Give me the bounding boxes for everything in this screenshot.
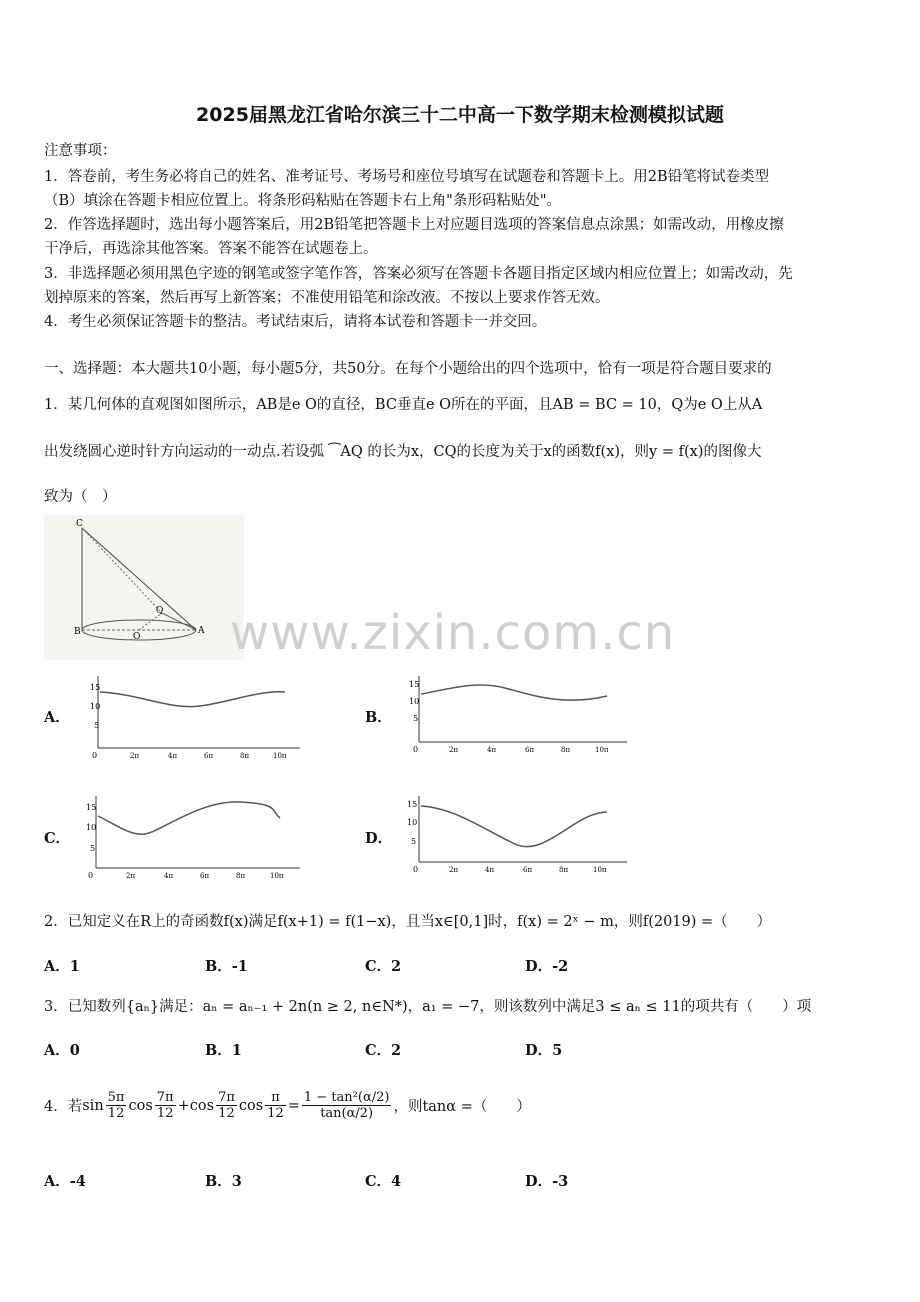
graph-a[interactable] (70, 670, 310, 770)
graph-a-x2pi: 2π (130, 752, 140, 760)
graph-a-y10: 10 (90, 702, 101, 711)
label-q: Q (156, 606, 164, 616)
graph-a-x4pi: 4π (168, 752, 178, 760)
graph-c-curve (98, 802, 280, 834)
label-c: C (76, 519, 83, 529)
graph-b-x10pi: 10π (595, 746, 609, 754)
q4-option-b[interactable]: B．3 (205, 1173, 242, 1190)
graph-d-x4pi: 4π (485, 866, 495, 874)
graph-d-axes (407, 796, 627, 874)
notice-line-1: 1．答卷前，考生务必将自己的姓名、准考证号、考场号和座位号填写在试题卷和答题卡上。用2B铅笔将试卷类型 (44, 169, 770, 185)
graph-d-x2pi: 2π (449, 866, 459, 874)
graph-d-y10: 10 (407, 818, 418, 827)
q1-line-2: 出发绕圆心逆时针方向运动的一动点.若设弧 ⁀AQ 的长为x，CQ的长度为关于x的函数f(x)，则y = f(x)的图像大 (44, 444, 762, 460)
graph-b[interactable] (395, 670, 635, 770)
graph-c-y15: 15 (86, 803, 97, 812)
graph-b-x0: 0 (413, 745, 419, 754)
q3-option-a[interactable]: A．0 (44, 1042, 80, 1059)
q4-frac-3: $\frac{7\pi}{12}$ (218, 1090, 235, 1121)
q4-cos-2: cos (189, 1097, 215, 1114)
graph-b-axes (409, 676, 627, 754)
section-heading: 一、选择题：本大题共10小题，每小题5分，共50分。在每个小题给出的四个选项中，恰有一项是符合题目要求的 (44, 361, 772, 377)
q1-option-d-label[interactable]: D． (365, 830, 393, 847)
page-title: 2025届黑龙江省哈尔滨三十二中高一下数学期末检测模拟试题 (196, 104, 724, 126)
q1-line-3: 致为（ ） (44, 489, 117, 505)
q1-option-c-label[interactable]: C． (44, 830, 71, 847)
graph-b-y5: 5 (413, 714, 419, 723)
graph-d-y15: 15 (407, 800, 418, 809)
q3-option-b[interactable]: B．1 (205, 1042, 242, 1059)
graph-b-x4pi: 4π (487, 746, 497, 754)
graph-a-x8pi: 8π (240, 752, 250, 760)
q2-option-c[interactable]: C．2 (365, 958, 402, 975)
graph-b-y10: 10 (409, 697, 420, 706)
graph-c-x4pi: 4π (164, 872, 174, 880)
q4-prefix: 4．若 (44, 1099, 83, 1115)
q4-eq: = (287, 1097, 300, 1114)
graph-b-x6pi: 6π (525, 746, 535, 754)
graph-d-curve (421, 806, 607, 847)
graph-c[interactable] (70, 790, 310, 890)
graph-c-x6pi: 6π (200, 872, 210, 880)
graph-a-y5: 5 (94, 721, 100, 730)
graph-d-x8pi: 8π (559, 866, 569, 874)
graph-d-x0: 0 (413, 865, 419, 874)
label-o: O (133, 632, 141, 642)
label-b: B (74, 627, 81, 637)
graph-b-curve (421, 685, 607, 700)
graph-c-x0: 0 (88, 871, 94, 880)
q4-cos-1: cos (128, 1097, 153, 1114)
graph-b-x2pi: 2π (449, 746, 459, 754)
q4-frac-2: $\frac{7\pi}{12}$ (156, 1090, 174, 1121)
notice-line-2: （B）填涂在答题卡相应位置上。将条形码粘贴在答题卡右上角"条形码粘贴处"。 (44, 193, 561, 209)
q4-rhs: $\frac{\text{1 − tan²(α/2)}}{\tan(\alpha/2)}$ (303, 1090, 390, 1121)
graph-c-y5: 5 (90, 844, 96, 853)
q2-text: 2．已知定义在R上的奇函数f(x)满足f(x+1) = f(1−x)，且当x∈[0,1]时，f(x) = 2ˣ − m，则f(2019) =（ ） (44, 914, 772, 930)
notice-line-7: 4．考生必须保证答题卡的整洁。考试结束后，请将本试卷和答题卡一并交回。 (44, 314, 547, 330)
graph-a-curve (100, 692, 285, 707)
graph-d[interactable] (395, 790, 635, 890)
q4-sin: sin (82, 1097, 104, 1114)
q3-option-d[interactable]: D．5 (525, 1042, 563, 1059)
q1-option-b-label[interactable]: B． (365, 709, 392, 726)
graph-d-x6pi: 6π (523, 866, 533, 874)
watermark: www.zixin.com.cn (230, 605, 676, 661)
graph-c-x8pi: 8π (236, 872, 246, 880)
q4-frac-4: $\frac{\pi}{12}$ (267, 1090, 284, 1121)
graph-a-x0: 0 (92, 751, 98, 760)
q4-option-d[interactable]: D．-3 (525, 1173, 569, 1190)
graph-a-axes (90, 676, 300, 760)
q1-solid-figure (44, 515, 244, 660)
q3-option-c[interactable]: C．2 (365, 1042, 402, 1059)
q2-option-a[interactable]: A．1 (44, 958, 80, 975)
q1-line-1: 1．某几何体的直观图如图所示，AB是e O的直径，BC垂直e O所在的平面，且AB = BC = 10，Q为e O上从A (44, 397, 763, 413)
q2-option-b[interactable]: B．-1 (205, 958, 248, 975)
notice-heading: 注意事项： (44, 143, 117, 159)
q4-option-a[interactable]: A．-4 (44, 1173, 86, 1190)
q1-option-a-label[interactable]: A． (44, 709, 70, 726)
graph-d-y5: 5 (411, 837, 417, 846)
graph-c-y10: 10 (86, 823, 97, 832)
q4-text (44, 1090, 531, 1121)
notice-line-3: 2．作答选择题时，选出每小题答案后，用2B铅笔把答题卡上对应题目选项的答案信息点涂黑；如需改动，用橡皮擦 (44, 217, 784, 233)
q4-option-c[interactable]: C．4 (365, 1173, 402, 1190)
notice-line-4: 干净后，再选涂其他答案。答案不能答在试题卷上。 (44, 241, 378, 257)
q4-suffix: ，则tanα =（ ） (393, 1099, 531, 1115)
q4-plus: + (177, 1097, 190, 1114)
graph-a-x10pi: 10π (273, 752, 287, 760)
graph-d-x10pi: 10π (593, 866, 607, 874)
graph-a-x6pi: 6π (204, 752, 214, 760)
q4-frac-1: $\frac{5\pi}{12}$ (107, 1090, 125, 1121)
q3-text: 3．已知数列{aₙ}满足：aₙ = aₙ₋₁ + 2n(n ≥ 2, n∈N*)，a₁ = −7，则该数列中满足3 ≤ aₙ ≤ 11的项共有（ ）项 (44, 999, 812, 1015)
q2-option-d[interactable]: D．-2 (525, 958, 569, 975)
graph-c-x10pi: 10π (270, 872, 284, 880)
q4-cos-3: cos (238, 1097, 264, 1114)
notice-line-6: 划掉原来的答案，然后再写上新答案；不准使用铅笔和涂改液。不按以上要求作答无效。 (44, 290, 610, 306)
graph-b-x8pi: 8π (561, 746, 571, 754)
label-a: A (198, 626, 205, 636)
graph-c-axes (86, 796, 300, 880)
graph-a-y15: 15 (90, 683, 101, 692)
graph-b-y15: 15 (409, 680, 420, 689)
notice-line-5: 3．非选择题必须用黑色字迹的钢笔或签字笔作答，答案必须写在答题卡各题目指定区域内相应位置上；如需改动，先 (44, 266, 793, 282)
graph-c-x2pi: 2π (126, 872, 136, 880)
